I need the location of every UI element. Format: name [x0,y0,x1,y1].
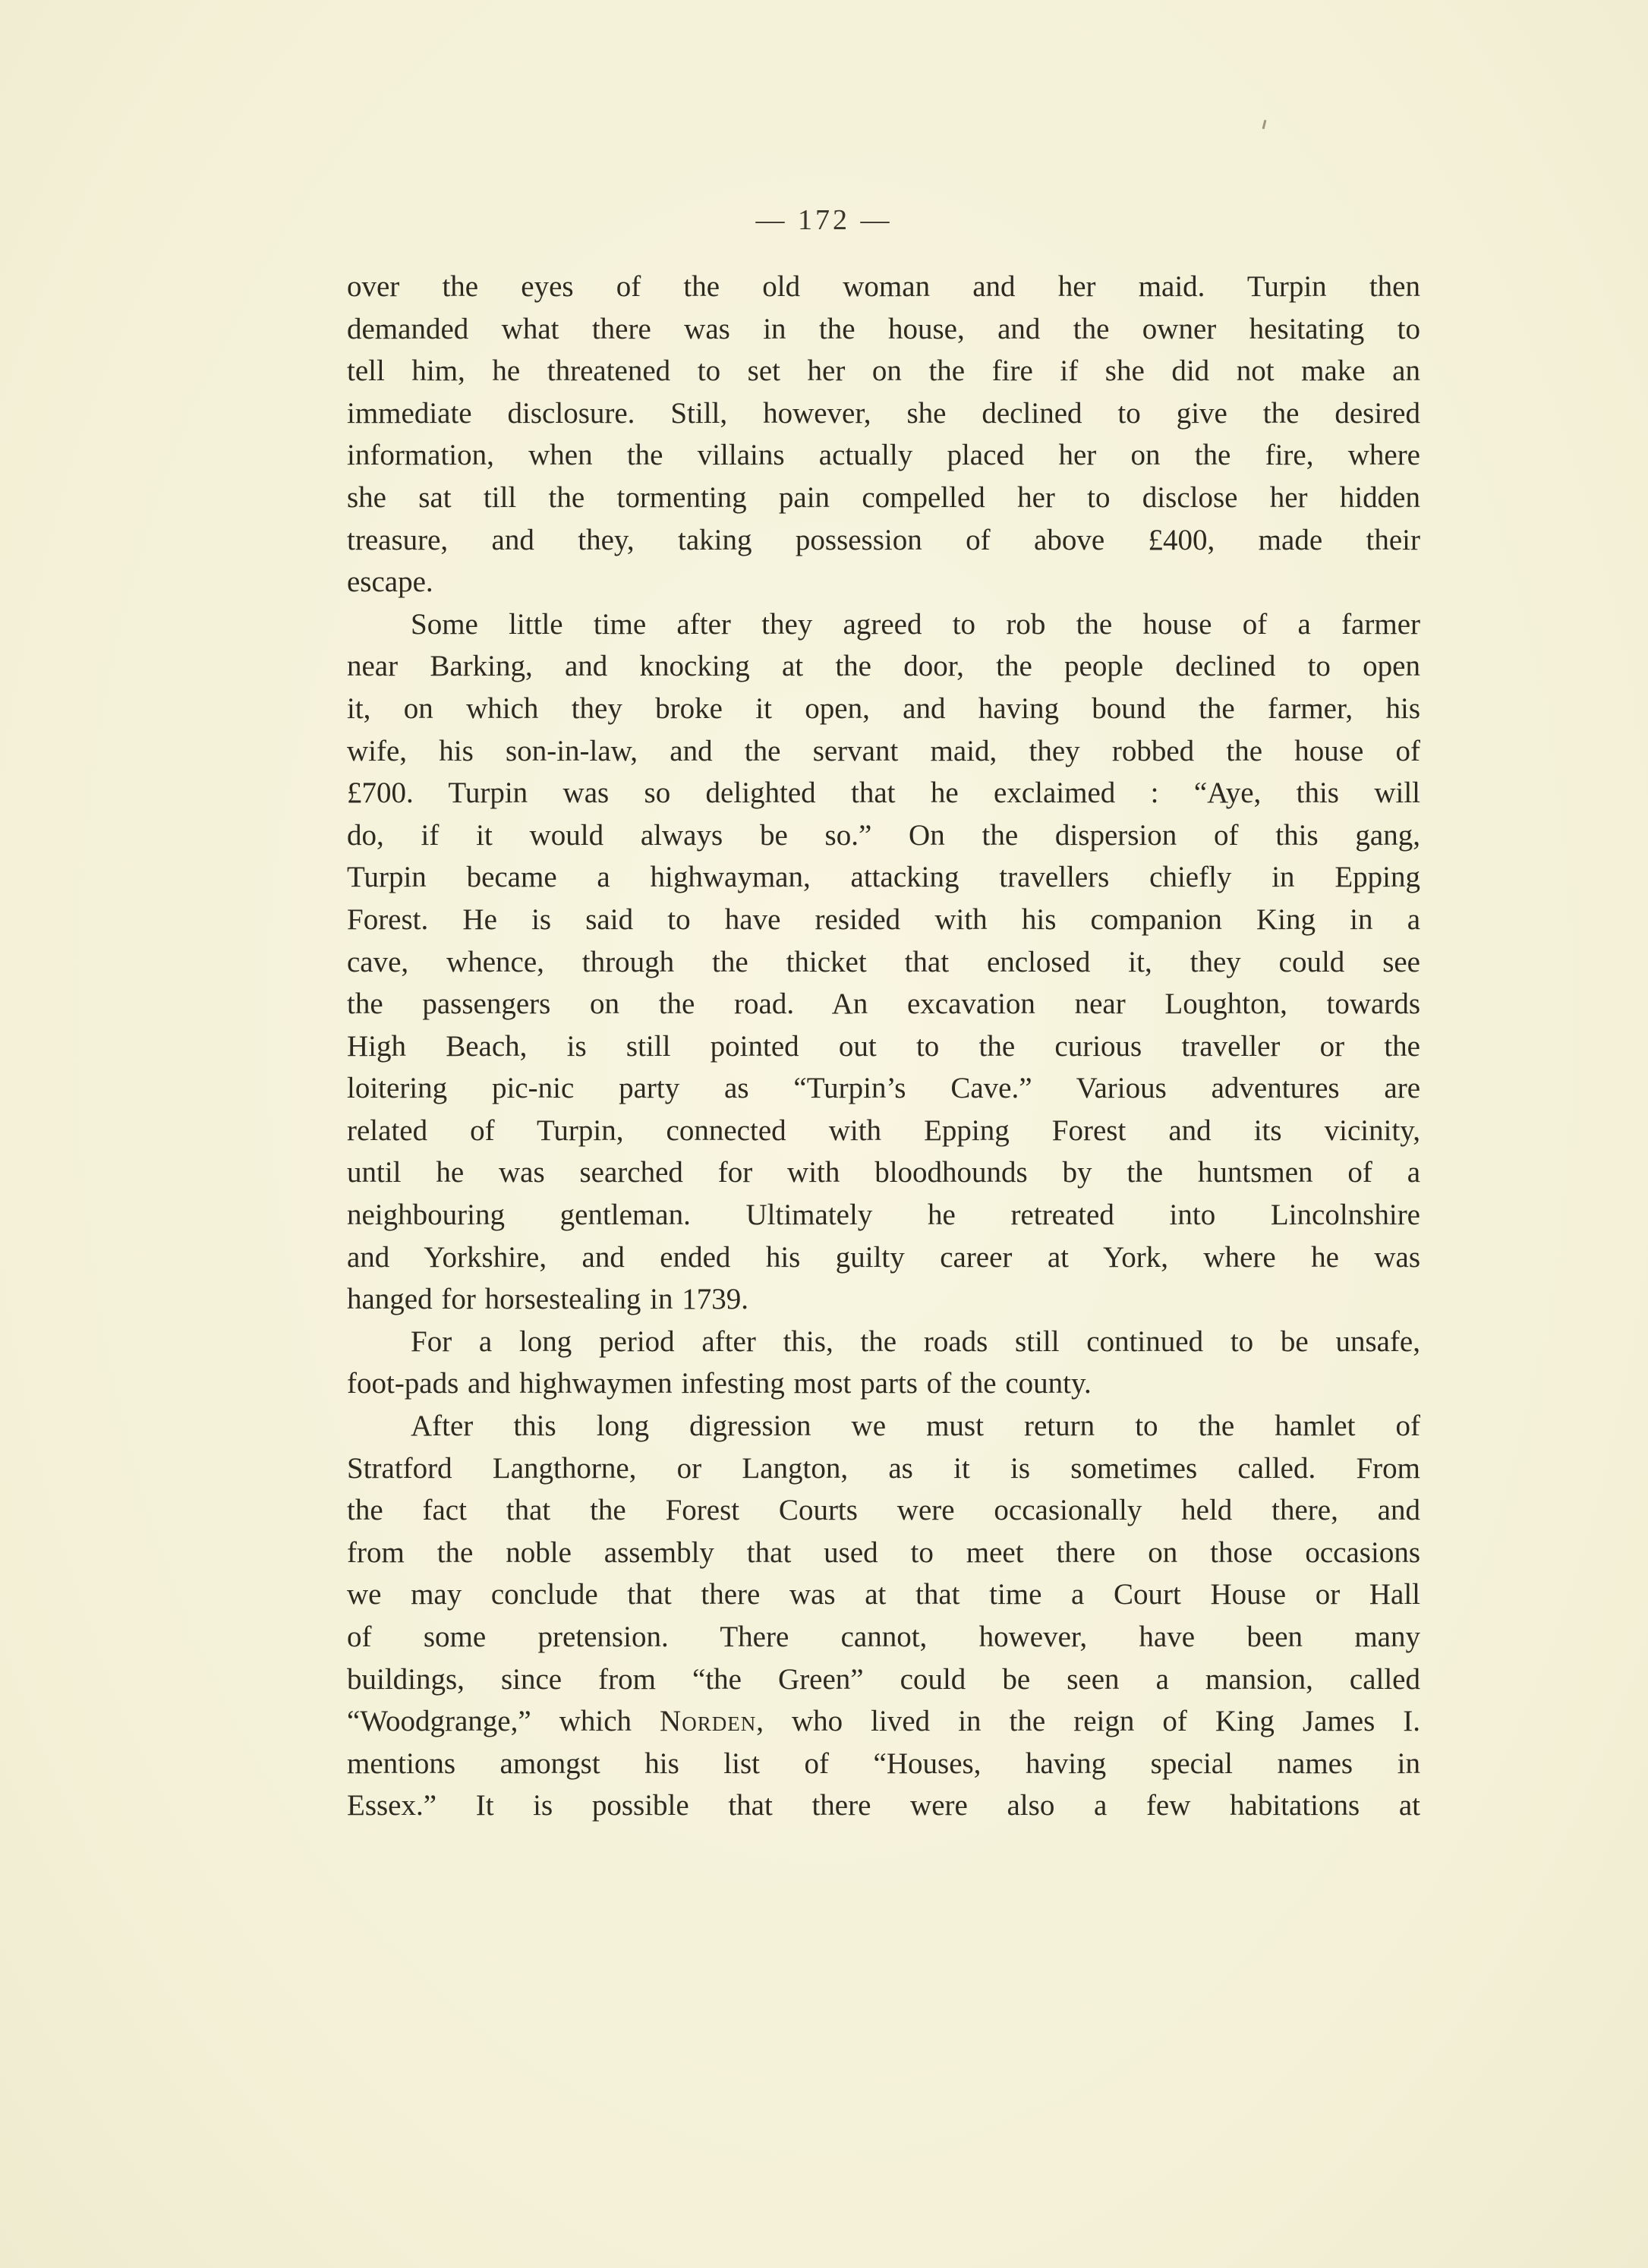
text-line-with-name [347,1700,1420,1743]
text-line: Essex.” It is possible that there were also a few habitations at [347,1789,1420,1822]
text-line: tell him, he threatened to set her on the fire if she did not make an [347,354,1420,388]
text-line: treasure, and they, taking possession of above £400, made their [347,523,1420,556]
text-line: do, if it would always be so.” On the dispersion of this gang, [347,818,1420,852]
text-line: until he was searched for with bloodhounds by the huntsmen of a [347,1156,1420,1189]
text-line: buildings, since from “the Green” could be seen a mansion, called [347,1662,1420,1696]
text-line: loitering pic-nic party as “Turpin’s Cave.” Various adventures are [347,1072,1420,1105]
text-line: wife, his son-in-law, and the servant maid, they robbed the house of [347,734,1420,767]
body-text [347,266,1420,1827]
text-line: Turpin became a highwayman, attacking travellers chiefly in Epping [347,861,1420,894]
text-line: mentions amongst his list of “Houses, having special names in [347,1747,1420,1780]
text-line: we may conclude that there was at that time a Court House or Hall [347,1578,1420,1611]
text-line: cave, whence, through the thicket that enclosed it, they could see [347,945,1420,978]
author-name: Norden [660,1705,757,1738]
text-line: near Barking, and knocking at the door, the people declined to open [347,650,1420,683]
text-line: from the noble assembly that used to meet there on those occasions [347,1536,1420,1569]
text-line: Forest. He is said to have resided with his companion King in a [347,902,1420,936]
ink-speck [1262,120,1267,129]
text-line: information, when the villains actually placed her on the fire, where [347,439,1420,472]
text-line: immediate disclosure. Still, however, she declined to give the desired [347,396,1420,430]
text-line: and Yorkshire, and ended his guilty career at York, where he was [347,1240,1420,1274]
text-line: the passengers on the road. An excavation near Loughton, towards [347,988,1420,1021]
text-line: hanged for horsestealing in 1739. [347,1283,748,1316]
text-line: she sat till the tormenting pain compelled her to disclose her hidden [347,480,1420,514]
text-line: over the eyes of the old woman and her maid. Turpin then [347,270,1420,303]
text-line: foot-pads and highwaymen infesting most parts of the county. [347,1367,1092,1400]
paragraph-start-line: Some little time after they agreed to rob the house of a farmer [411,607,1420,641]
text-fragment: , who lived in the reign of King James I. [756,1705,1421,1738]
text-fragment: “Woodgrange,” which [347,1705,632,1738]
paragraph-start-line: After this long digression we must return to the hamlet of [411,1410,1420,1443]
text-line: Stratford Langthorne, or Langton, as it is sometimes called. From [347,1451,1420,1485]
text-line: related of Turpin, connected with Epping Forest and its vicinity, [347,1114,1420,1147]
text-line: £700. Turpin was so delighted that he exclaimed : “Aye, this will [347,776,1420,810]
text-line: High Beach, is still pointed out to the curious traveller or the [347,1029,1420,1063]
text-line: the fact that the Forest Courts were occasionally held there, and [347,1494,1420,1527]
page-number: — 172 — [755,204,893,236]
text-line: neighbouring gentleman. Ultimately he retreated into Lincolnshire [347,1199,1420,1232]
paragraph-start-line: For a long period after this, the roads still continued to be unsafe, [411,1325,1420,1358]
text-line: escape. [347,565,433,599]
text-line: of some pretension. There cannot, however, have been many [347,1621,1420,1653]
text-line: it, on which they broke it open, and having bound the farmer, his [347,691,1420,725]
text-line: demanded what there was in the house, and the owner hesitating to [347,312,1420,345]
